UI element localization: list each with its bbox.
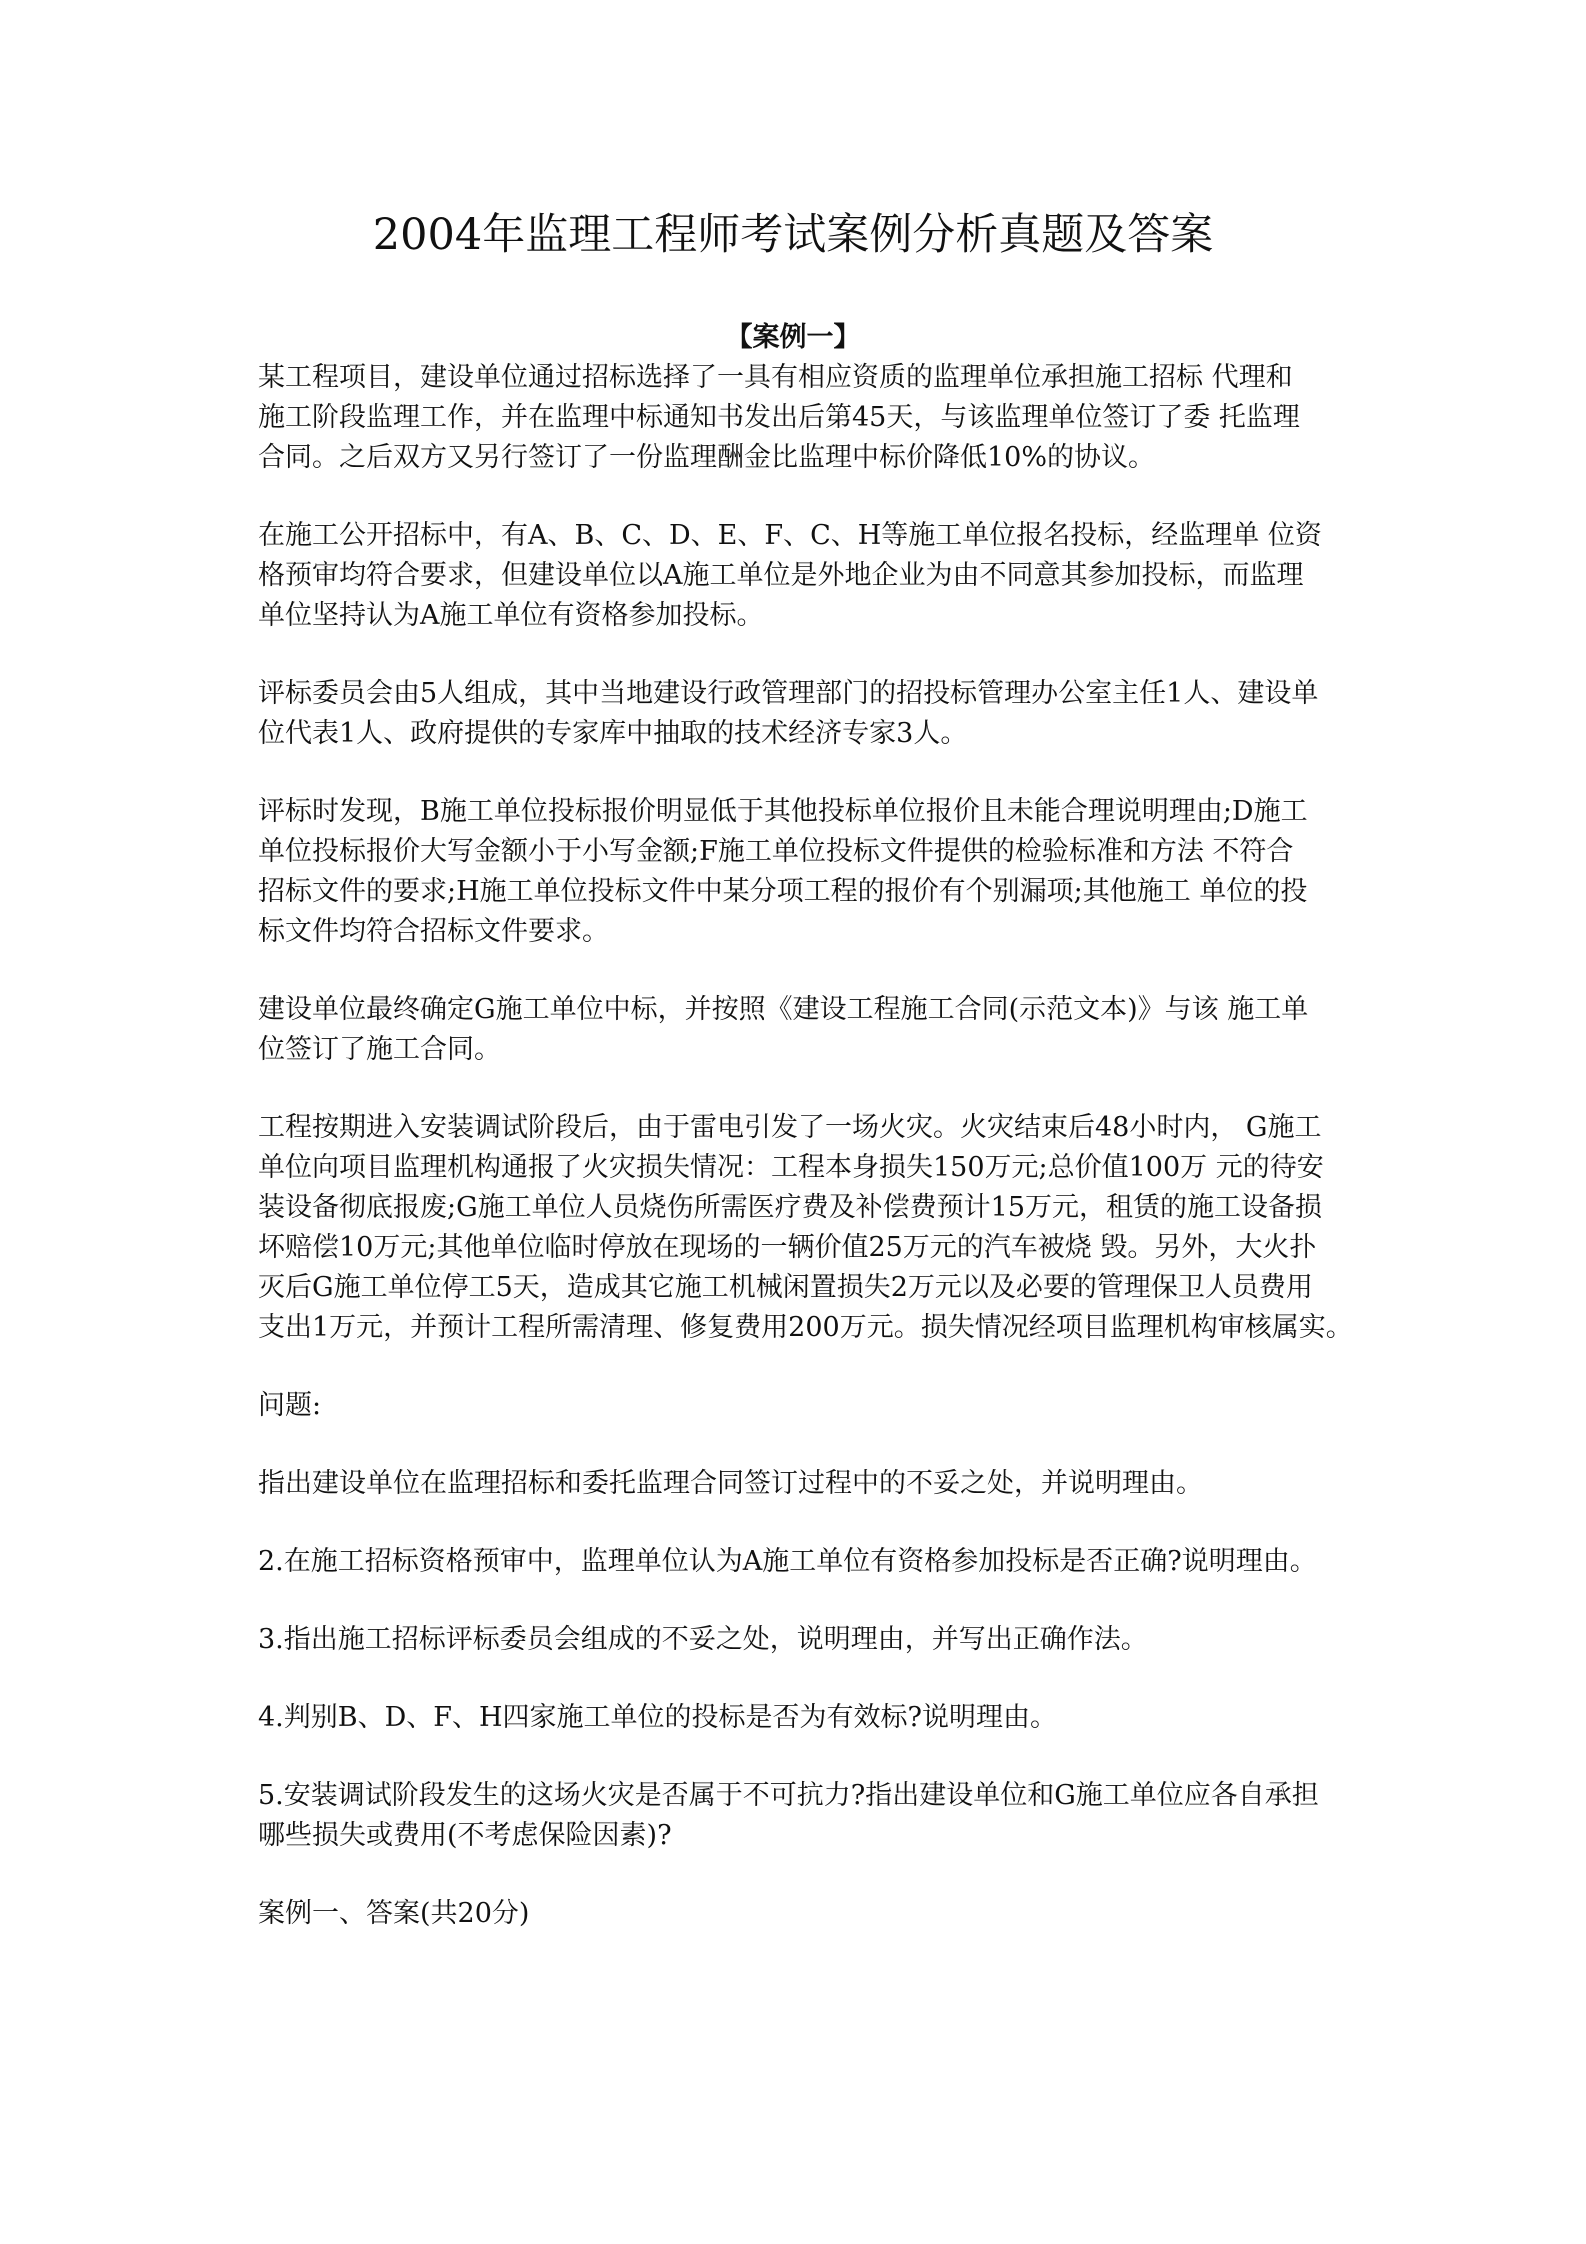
- text-line: 3.指出施工招标评标委员会组成的不妥之处，说明理由，并写出正确作法。: [258, 1624, 1148, 1655]
- page-title: 2004年监理工程师考试案例分析真题及答案: [372, 210, 1214, 260]
- text-line: 灭后G施工单位停工5天，造成其它施工机械闲置损失2万元以及必要的管理保卫人员费用: [258, 1272, 1313, 1303]
- paragraph: [258, 1108, 1356, 1348]
- text-line: 格预审均符合要求，但建设单位以A施工单位是外地企业为由不同意其参加投标，而监理: [258, 560, 1304, 591]
- paragraph: [258, 516, 1356, 636]
- paragraph: [258, 1776, 1356, 1856]
- paragraph: [258, 1464, 1356, 1504]
- text-line: 施工阶段监理工作，并在监理中标通知书发出后第45天，与该监理单位签订了委 托监理: [258, 402, 1300, 433]
- paragraph: [258, 1698, 1356, 1738]
- text-line: 装设备彻底报废;G施工单位人员烧伤所需医疗费及补偿费预计15万元，租赁的施工设备损: [258, 1192, 1323, 1223]
- text-line: 2.在施工招标资格预审中，监理单位认为A施工单位有资格参加投标是否正确?说明理由。: [258, 1546, 1317, 1577]
- text-line: 位签订了施工合同。: [258, 1034, 501, 1065]
- text-line: 建设单位最终确定G施工单位中标，并按照《建设工程施工合同(示范文本)》与该 施工单: [258, 994, 1309, 1025]
- paragraph: [258, 792, 1356, 952]
- paragraph: [258, 1620, 1356, 1660]
- document-body: [258, 358, 1356, 1972]
- text-line: 4.判别B、D、F、H四家施工单位的投标是否为有效标?说明理由。: [258, 1702, 1058, 1733]
- paragraph: [258, 674, 1356, 754]
- paragraph: [258, 1542, 1356, 1582]
- text-line: 某工程项目，建设单位通过招标选择了一具有相应资质的监理单位承担施工招标 代理和: [258, 362, 1293, 393]
- paragraph: [258, 358, 1356, 478]
- text-line: 问题:: [258, 1390, 322, 1421]
- text-line: 5.安装调试阶段发生的这场火灾是否属于不可抗力?指出建设单位和G施工单位应各自承担: [258, 1780, 1319, 1811]
- paragraph: [258, 990, 1356, 1070]
- text-line: 哪些损失或费用(不考虑保险因素)?: [258, 1820, 672, 1851]
- text-line: 位代表1人、政府提供的专家库中抽取的技术经济专家3人。: [258, 718, 968, 749]
- text-line: 单位向项目监理机构通报了火灾损失情况：工程本身损失150万元;总价值100万 元的待安: [258, 1152, 1324, 1183]
- paragraph: [258, 1894, 1356, 1934]
- text-line: 支出1万元，并预计工程所需清理、修复费用200万元。损失情况经项目监理机构审核属实。: [258, 1312, 1353, 1343]
- paragraph: [258, 1386, 1356, 1426]
- section-heading: 【案例一】: [725, 322, 861, 353]
- text-line: 案例一、答案(共20分): [258, 1898, 530, 1929]
- text-line: 合同。之后双方又另行签订了一份监理酬金比监理中标价降低10%的协议。: [258, 442, 1156, 473]
- text-line: 工程按期进入安装调试阶段后，由于雷电引发了一场火灾。火灾结束后48小时内， G施工: [258, 1112, 1322, 1143]
- text-line: 指出建设单位在监理招标和委托监理合同签订过程中的不妥之处，并说明理由。: [258, 1468, 1203, 1499]
- text-line: 坏赔偿10万元;其他单位临时停放在现场的一辆价值25万元的汽车被烧 毁。另外，大火扑: [258, 1232, 1317, 1263]
- text-line: 单位投标报价大写金额小于小写金额;F施工单位投标文件提供的检验标准和方法 不符合: [258, 836, 1294, 867]
- text-line: 在施工公开招标中，有A、B、C、D、E、F、C、H等施工单位报名投标，经监理单 位资: [258, 520, 1322, 551]
- text-line: 评标时发现，B施工单位投标报价明显低于其他投标单位报价且未能合理说明理由;D施工: [258, 796, 1308, 827]
- text-line: 单位坚持认为A施工单位有资格参加投标。: [258, 600, 764, 631]
- text-line: 招标文件的要求;H施工单位投标文件中某分项工程的报价有个别漏项;其他施工 单位的投: [258, 876, 1308, 907]
- text-line: 标文件均符合招标文件要求。: [258, 916, 609, 947]
- text-line: 评标委员会由5人组成，其中当地建设行政管理部门的招投标管理办公室主任1人、建设单: [258, 678, 1319, 709]
